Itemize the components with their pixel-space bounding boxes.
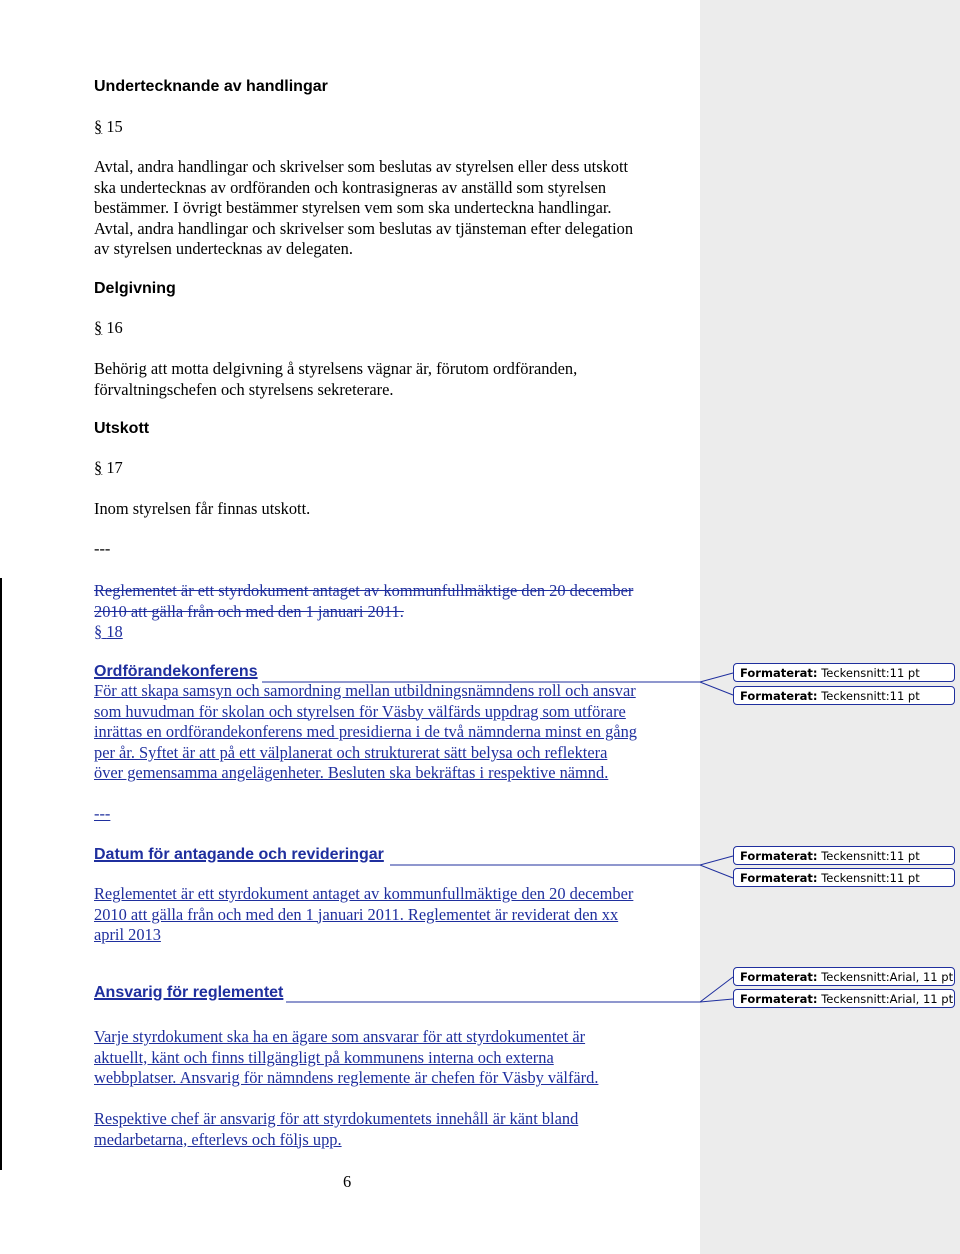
comment-balloon[interactable]: Formaterat: Teckensnitt:11 pt xyxy=(733,663,955,682)
heading-chairs-conference: Ordförandekonferens xyxy=(94,663,258,680)
heading-signing: Undertecknande av handlingar xyxy=(94,78,328,95)
change-bar xyxy=(0,578,2,1170)
comment-balloon[interactable]: Formaterat: Teckensnitt:Arial, 11 pt xyxy=(733,989,955,1008)
section-mark: § xyxy=(94,117,103,136)
paragraph-responsible-2: Respektive chef är ansvarig för att styrdokumentets innehåll är känt bland medarbetarna, efterlevs och följs upp. xyxy=(94,1109,579,1149)
section-17: § 17 xyxy=(94,458,123,477)
paragraph-responsible-1: Varje styrdokument ska ha en ägare som ansvarar för att styrdokumentet är aktuellt, känt och finns tillgängligt på kommunens interna och externa webbplatser. Ansvarig för nämndens reglemente är chefen för Väsby välfärd. xyxy=(94,1027,599,1088)
heading-dates: Datum för antagande och revideringar xyxy=(94,846,384,863)
comment-balloon[interactable]: Formaterat: Teckensnitt:Arial, 11 pt xyxy=(733,967,955,986)
paragraph-signing: Avtal, andra handlingar och skrivelser som beslutas av styrelsen eller dess utskott ska undertecknas av ordföranden och kontrasigneras av anställd som styrelsen bestämmer. I övrigt bestämmer styrelsen vem som ska underteckna handlingar. Avtal, andra handlingar och skrivelser som beslutas av tjänsteman efter delegation av styrelsen undertecknas av delegaten. xyxy=(94,157,634,259)
heading-responsible: Ansvarig för reglementet xyxy=(94,984,284,1001)
paragraph-chairs-conference: För att skapa samsyn och samordning mellan utbildningsnämndens roll och ansvar som huvudman för skolan och styrelsen för Väsby välfärds uppdrag som utförare inrättas en ordförandekonferens med presidierna i de två nämnderna minst en gång per år. Syftet är att på ett välplanerat och strukturerat sätt belysa och reflektera över gemensamma angelägenheter. Besluten ska bekräftas i respektive nämnd. xyxy=(94,681,637,783)
paragraph-committees: Inom styrelsen får finnas utskott. xyxy=(94,499,311,518)
section-mark: § xyxy=(94,318,103,337)
paragraph-dates: Reglementet är ett styrdokument antaget av kommunfullmäktige den 20 december 2010 att gälla från och med den 1 januari 2011. Reglementet är reviderat den xx april 2013 xyxy=(94,884,634,945)
section-mark: § xyxy=(94,458,103,477)
heading-service: Delgivning xyxy=(94,280,176,297)
section-15: § 15 xyxy=(94,117,123,136)
section-18: § 18 xyxy=(94,622,123,641)
heading-committees: Utskott xyxy=(94,420,150,437)
separator: --- xyxy=(94,539,111,558)
paragraph-service: Behörig att motta delgivning å styrelsens vägnar är, förutom ordföranden, förvaltningschefen och styrelsens sekreterare. xyxy=(94,359,578,399)
markup-pane xyxy=(700,0,960,1254)
section-16: § 16 xyxy=(94,318,123,337)
page-number: 6 xyxy=(343,1172,352,1191)
deleted-paragraph: Reglementet är ett styrdokument antaget av kommunfullmäktige den 20 december 2010 att gälla från och med den 1 januari 2011. xyxy=(94,581,634,621)
comment-balloon[interactable]: Formaterat: Teckensnitt:11 pt xyxy=(733,846,955,865)
section-mark: § xyxy=(94,622,103,641)
comment-balloon[interactable]: Formaterat: Teckensnitt:11 pt xyxy=(733,868,955,887)
comment-balloon[interactable]: Formaterat: Teckensnitt:11 pt xyxy=(733,686,955,705)
separator-inserted: --- xyxy=(94,804,111,823)
